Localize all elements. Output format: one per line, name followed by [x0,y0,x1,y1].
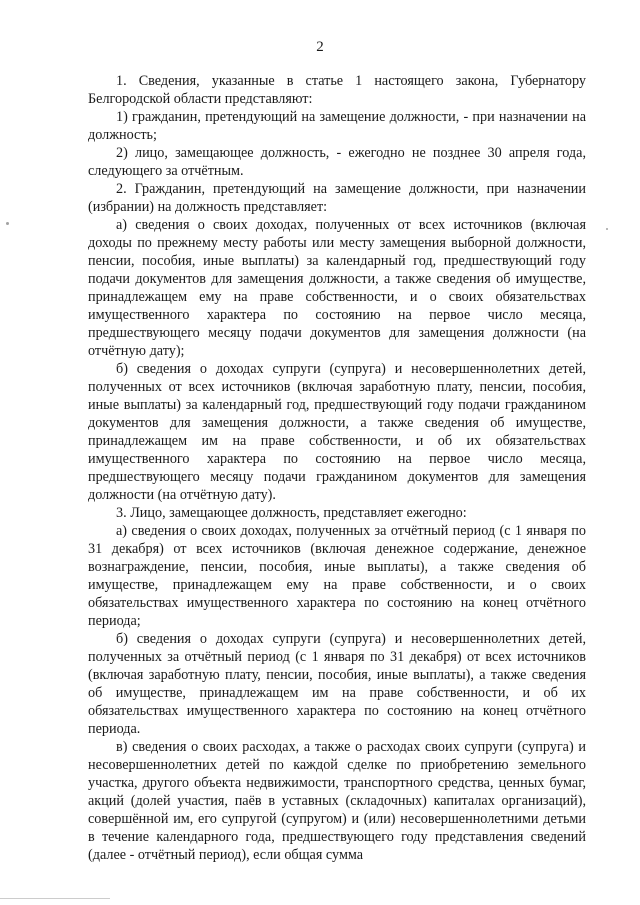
paragraph-1-item-1: 1) гражданин, претендующий на замещение должности, - при назначении на должность; [88,109,586,143]
paragraph-1: 1. Сведения, указанные в статье 1 настоящего закона, Губернатору Белгородской области представляют: [88,73,586,107]
paragraph-2-item-a: а) сведения о своих доходах, полученных от всех источников (включая доходы по прежнему месту работы или месту замещения выборной должности, пенсии, пособия, иные выплаты) за календарный год, предшествующий году подачи документов для замещения должности, а также сведения об имуществе, принадлежащем ему на праве собственности, и о своих обязательствах имущественного характера по состоянию на первое число месяца, предшествующего месяцу подачи документов для замещения должности (на отчётную дату); [88,217,586,359]
paragraph-3-item-a: а) сведения о своих доходах, полученных за отчётный период (с 1 января по 31 декабря) от всех источников (включая денежное содержание, денежное вознаграждение, пенсии, пособия, иные выплаты), а также сведения об имуществе, принадлежащем ему на праве собственности, и о своих обязательствах имущественного характера по состоянию на конец отчётного периода; [88,523,586,629]
scan-mark-left [6,222,9,225]
scan-mark-right [606,228,608,230]
paragraph-2: 2. Гражданин, претендующий на замещение должности, при назначении (избрании) на должность представляет: [88,181,586,215]
page-number: 2 [316,39,324,55]
paragraph-3-item-b: б) сведения о доходах супруги (супруга) и несовершеннолетних детей, полученных за отчётный период (с 1 января по 31 декабря) от всех источников (включая заработную плату, пенсии, пособия, иные выплаты), а также сведения об имуществе, принадлежащем им на праве собственности, и об их обязательствах имущественного характера по состоянию на конец отчётного периода. [88,631,586,737]
paragraph-2-item-b: б) сведения о доходах супруги (супруга) и несовершеннолетних детей, полученных от всех источников (включая заработную плату, пенсии, пособия, иные выплаты) за календарный год, предшествующий году подачи гражданином документов для замещения должности, а также сведения об имуществе, принадлежащем им на праве собственности, и об их обязательствах имущественного характера по состоянию на первое число месяца, предшествующего месяцу подачи гражданином документов для замещения должности (на отчётную дату). [88,361,586,503]
paragraph-3-item-c: в) сведения о своих расходах, а также о расходах своих супруги (супруга) и несовершеннолетних детей по каждой сделке по приобретению земельного участка, другого объекта недвижимости, транспортного средства, ценных бумаг, акций (долей участия, паёв в уставных (складочных) капиталах организаций), совершённой им, его супругой (супругом) и (или) несовершеннолетними детьми в течение календарного года, предшествующего году представления сведений (далее - отчётный период), если общая сумма [88,739,586,863]
scan-line-bottom [0,898,110,899]
document-body [88,72,586,864]
paragraph-1-item-2: 2) лицо, замещающее должность, - ежегодно не позднее 30 апреля года, следующего за отчётным. [88,145,586,179]
paragraph-3: 3. Лицо, замещающее должность, представляет ежегодно: [116,505,467,521]
